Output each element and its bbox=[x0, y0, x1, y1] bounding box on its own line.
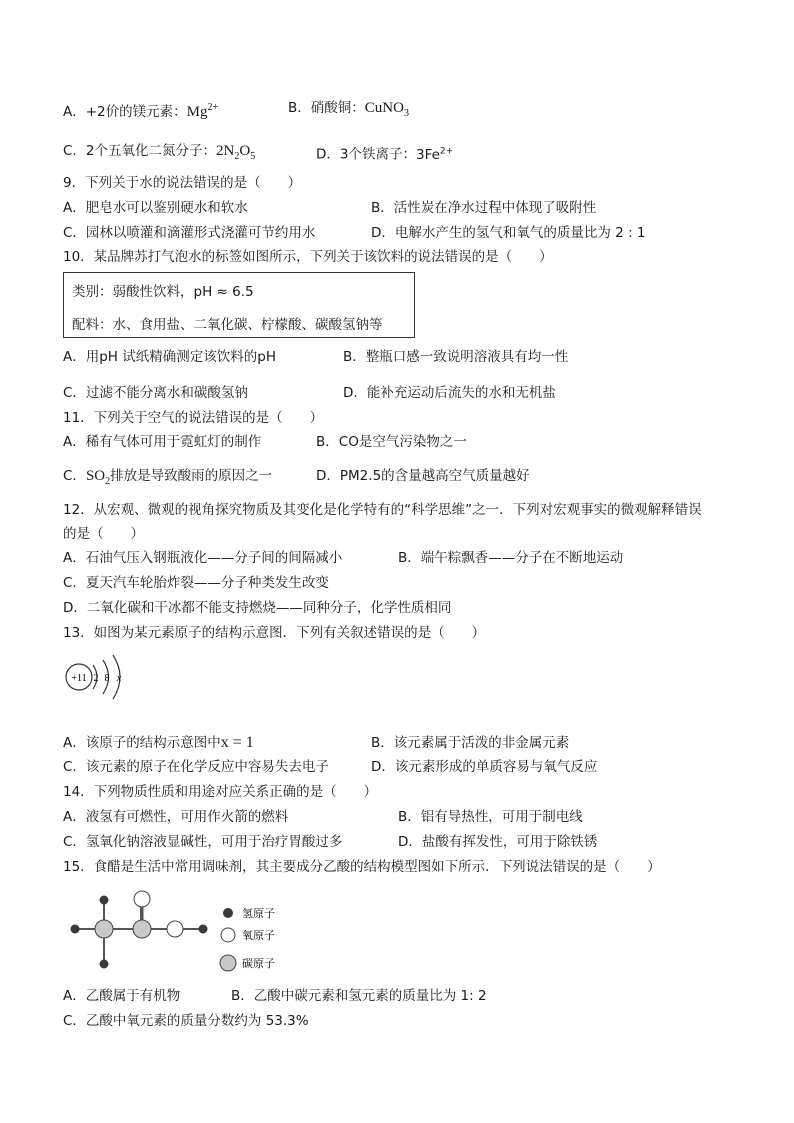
carbon-atom bbox=[133, 920, 151, 938]
q14-option-d: D．盐酸有挥发性，可用于除铁锈 bbox=[398, 834, 598, 850]
legend-oxygen-marker bbox=[221, 928, 235, 942]
q12-option-d: D．二氧化碳和干冰都不能支持燃烧——同种分子，化学性质相同 bbox=[63, 600, 452, 616]
q9-option-c: C．园林以喷灌和滴灌形式浇灌可节约用水 bbox=[63, 225, 316, 241]
q10-option-b: B．整瓶口感一致说明溶液具有均一性 bbox=[343, 349, 569, 365]
q13-option-d: D．该元素形成的单质容易与氧气反应 bbox=[371, 759, 598, 775]
hydrogen-atom bbox=[100, 896, 109, 905]
q12-option-c: C．夏天汽车轮胎炸裂——分子种类发生改变 bbox=[63, 575, 329, 591]
shell-3-count: x bbox=[116, 673, 122, 684]
drink-label-box bbox=[63, 272, 415, 338]
q10-option-c: C．过滤不能分离水和碳酸氢钠 bbox=[63, 385, 248, 401]
q8-option-b: B．硝酸铜：CuNO$_3$ bbox=[288, 100, 409, 119]
q14-option-a: A．液氢有可燃性，可用作火箭的燃料 bbox=[63, 809, 289, 825]
legend-carbon-label: 碳原子 bbox=[242, 957, 275, 970]
q11-option-b: B．CO是空气污染物之一 bbox=[316, 434, 467, 450]
label-ingredients: 配料：水、食用盐、二氧化碳、柠檬酸、碳酸氢钠等 bbox=[72, 317, 383, 333]
q9-stem: 9．下列关于水的说法错误的是（ ） bbox=[63, 175, 302, 191]
q12-stem-line1: 12．从宏观、微观的视角探究物质及其变化是化学特有的“科学思维”之一．下列对宏观事实的微观解释错误 bbox=[63, 502, 702, 518]
q14-option-b: B．铝有导热性，可用于制电线 bbox=[398, 809, 583, 825]
nucleus-charge: +11 bbox=[71, 673, 87, 684]
hydrogen-atom bbox=[199, 925, 208, 934]
legend-carbon-marker bbox=[220, 955, 236, 971]
q15-option-c: C．乙酸中氧元素的质量分数约为 53.3% bbox=[63, 1013, 309, 1029]
hydrogen-atom bbox=[100, 960, 109, 969]
q12-option-a: A．石油气压入钢瓶液化——分子间的间隔减小 bbox=[63, 550, 343, 566]
q8-option-d: D．3个铁离子：$3Fe^{2+}$ bbox=[316, 146, 454, 163]
shell-1-count: 2 bbox=[93, 673, 99, 684]
q15-option-a: A．乙酸属于有机物 bbox=[63, 988, 181, 1004]
shell-2-count: 8 bbox=[104, 673, 110, 684]
q8-option-a: A．+2价的镁元素：$Mg^{2+}$ bbox=[63, 102, 219, 120]
atom-structure-diagram bbox=[63, 652, 143, 702]
q14-stem: 14．下列物质性质和用途对应关系正确的是（ ） bbox=[63, 784, 378, 800]
q8-option-c: C．2个五氧化二氮分子：$2N_2O_5$ bbox=[63, 143, 256, 162]
q10-stem: 10．某品牌苏打气泡水的标签如图所示，下列关于该饮料的说法错误的是（ ） bbox=[63, 249, 553, 265]
q13-option-c: C．该元素的原子在化学反应中容易失去电子 bbox=[63, 759, 329, 775]
legend-hydrogen-marker bbox=[223, 908, 233, 918]
q11-option-d: D．PM2.5的含量越高空气质量越好 bbox=[316, 468, 530, 484]
q13-option-b: B．该元素属于活泼的非金属元素 bbox=[371, 735, 570, 751]
q9-option-d: D．电解水产生的氢气和氧气的质量比为 2 : 1 bbox=[371, 225, 646, 241]
legend-hydrogen-label: 氢原子 bbox=[242, 907, 275, 920]
oxygen-atom bbox=[134, 891, 150, 907]
q15-option-b: B．乙酸中碳元素和氢元素的质量比为 1: 2 bbox=[231, 988, 487, 1004]
q11-stem: 11．下列关于空气的说法错误的是（ ） bbox=[63, 410, 324, 426]
legend-oxygen-label: 氧原子 bbox=[242, 929, 275, 942]
label-category: 类别：弱酸性饮料，pH ≈ 6.5 bbox=[72, 284, 254, 300]
acetic-acid-model bbox=[63, 890, 283, 978]
q10-option-a: A．用pH 试纸精确测定该饮料的pH bbox=[63, 349, 276, 365]
q9-option-b: B．活性炭在净水过程中体现了吸附性 bbox=[371, 200, 597, 216]
q11-option-c: C．$SO_2$排放是导致酸雨的原因之一 bbox=[63, 468, 273, 487]
q15-stem: 15．食醋是生活中常用调味剂，其主要成分乙酸的结构模型图如下所示．下列说法错误的是（ ） bbox=[63, 859, 661, 875]
q10-option-d: D．能补充运动后流失的水和无机盐 bbox=[343, 385, 556, 401]
q13-option-a: A．该原子的结构示意图中x = 1 bbox=[63, 734, 254, 751]
q14-option-c: C．氢氧化钠溶液显碱性，可用于治疗胃酸过多 bbox=[63, 834, 343, 850]
q12-stem-line2: 的是（ ） bbox=[63, 526, 144, 542]
q13-stem: 13．如图为某元素原子的结构示意图．下列有关叙述错误的是（ ） bbox=[63, 625, 486, 641]
hydrogen-atom bbox=[71, 925, 80, 934]
carbon-atom bbox=[95, 920, 113, 938]
q9-option-a: A．肥皂水可以鉴别硬水和软水 bbox=[63, 200, 248, 216]
q11-option-a: A．稀有气体可用于霓虹灯的制作 bbox=[63, 434, 262, 450]
q12-option-b: B．端午粽飘香——分子在不断地运动 bbox=[398, 550, 624, 566]
oxygen-atom bbox=[167, 921, 183, 937]
